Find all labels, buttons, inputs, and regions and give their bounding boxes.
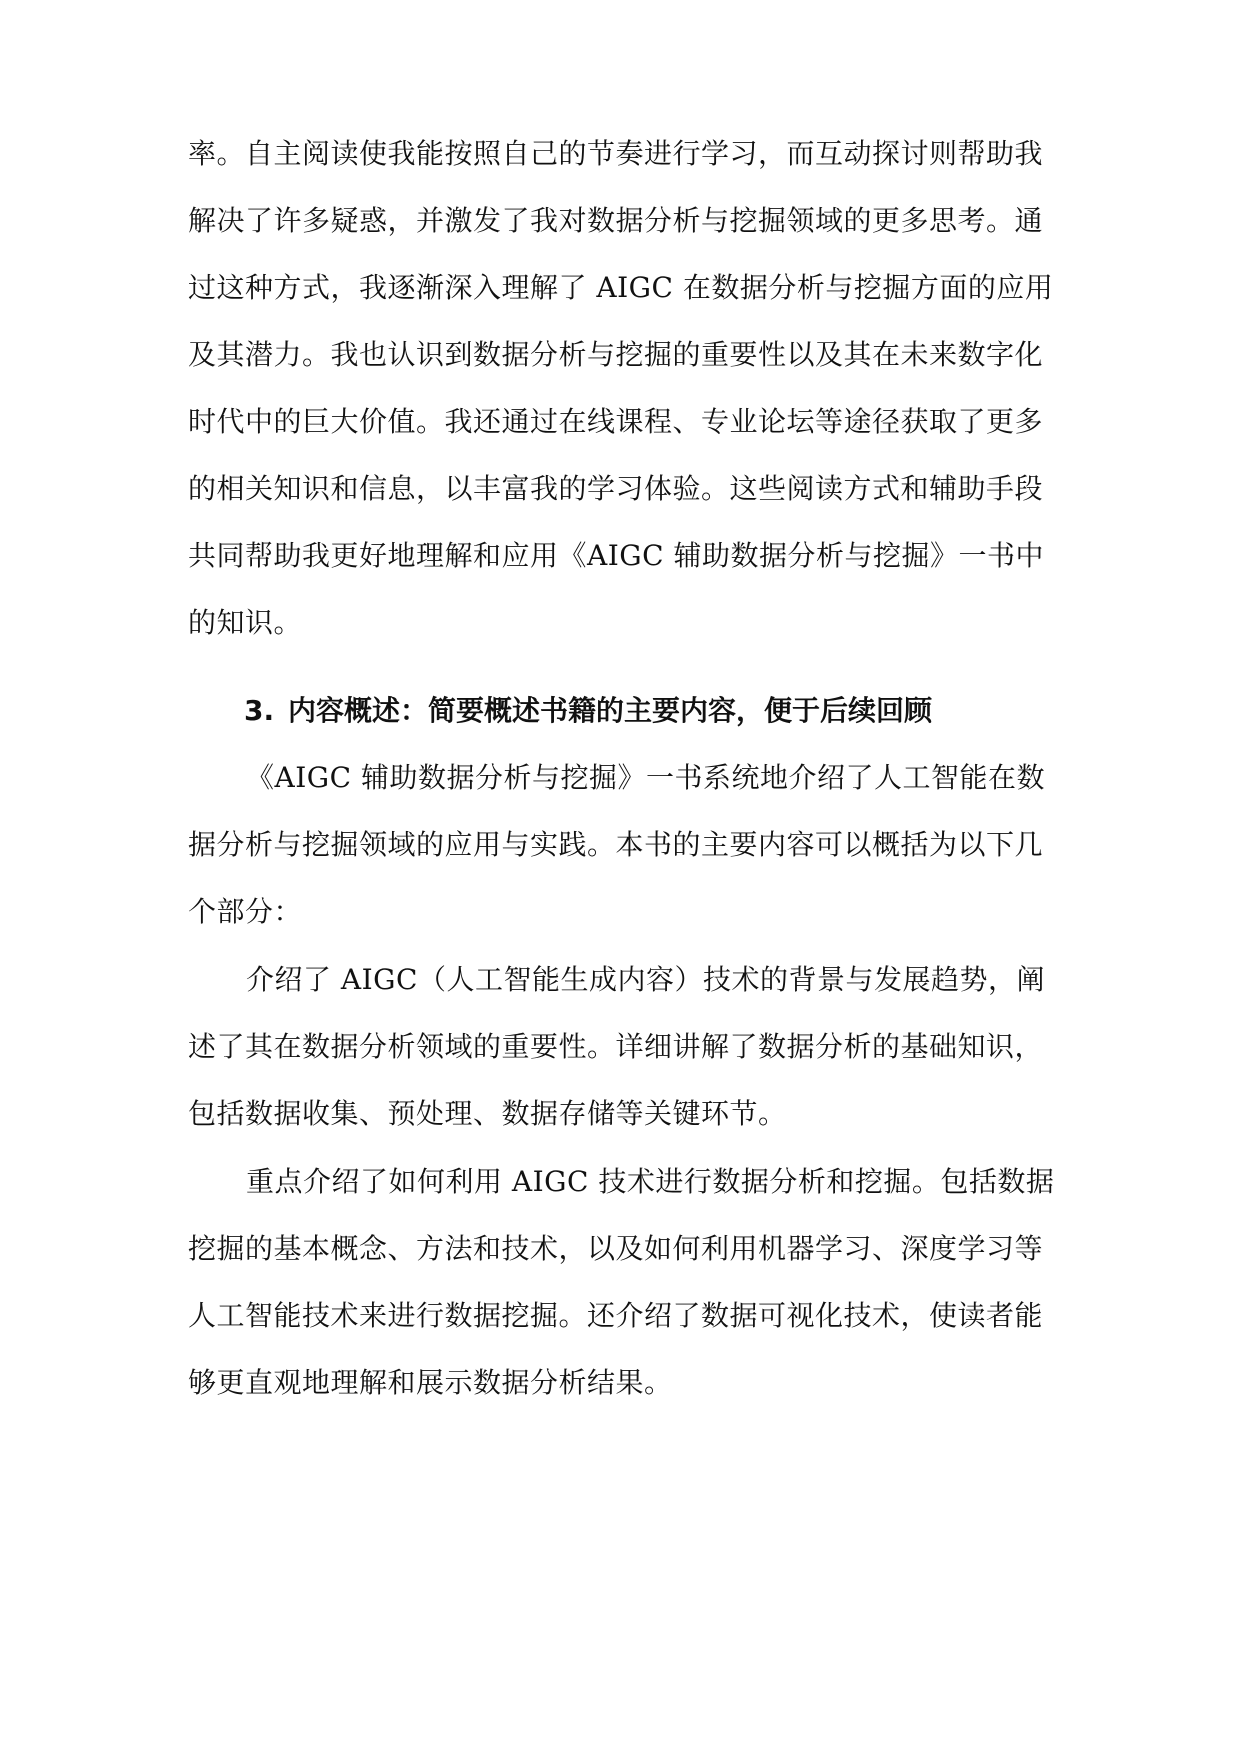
paragraph-1-line-4: 及其潜力。我也认识到数据分析与挖掘的重要性以及其在未来数字化	[188, 338, 1044, 371]
paragraph-4-line-4: 够更直观地理解和展示数据分析结果。	[188, 1366, 673, 1399]
paragraph-2-line-1: 《AIGC 辅助数据分析与挖掘》一书系统地介绍了人工智能在数	[246, 761, 1045, 794]
paragraph-1-line-3: 过这种方式，我逐渐深入理解了 AIGC 在数据分析与挖掘方面的应用	[188, 271, 1054, 304]
paragraph-3-line-1: 介绍了 AIGC（人工智能生成内容）技术的背景与发展趋势，阐	[246, 963, 1045, 996]
paragraph-3-line-2: 述了其在数据分析领域的重要性。详细讲解了数据分析的基础知识，	[188, 1030, 1044, 1063]
paragraph-1-line-2: 解决了许多疑惑，并激发了我对数据分析与挖掘领域的更多思考。通	[188, 204, 1044, 237]
section-heading	[244, 691, 1064, 731]
paragraph-1-line-7: 共同帮助我更好地理解和应用《AIGC 辅助数据分析与挖掘》一书中	[188, 539, 1044, 572]
section-heading-number: 3.	[244, 694, 275, 727]
paragraph-2-line-3: 个部分：	[188, 895, 303, 928]
paragraph-4-line-1: 重点介绍了如何利用 AIGC 技术进行数据分析和挖掘。包括数据	[246, 1165, 1055, 1198]
paragraph-2-line-2: 据分析与挖掘领域的应用与实践。本书的主要内容可以概括为以下几	[188, 828, 1044, 861]
paragraph-1-line-8: 的知识。	[188, 606, 303, 639]
paragraph-4-line-3: 人工智能技术来进行数据挖掘。还介绍了数据可视化技术，使读者能	[188, 1299, 1044, 1332]
paragraph-1-line-5: 时代中的巨大价值。我还通过在线课程、专业论坛等途径获取了更多	[188, 405, 1044, 438]
paragraph-3-line-3: 包括数据收集、预处理、数据存储等关键环节。	[188, 1097, 787, 1130]
section-heading-text: 内容概述：简要概述书籍的主要内容，便于后续回顾	[288, 694, 933, 727]
paragraph-1-line-1: 率。自主阅读使我能按照自己的节奏进行学习，而互动探讨则帮助我	[188, 137, 1044, 170]
paragraph-1-line-6: 的相关知识和信息，以丰富我的学习体验。这些阅读方式和辅助手段	[188, 472, 1044, 505]
paragraph-4-line-2: 挖掘的基本概念、方法和技术，以及如何利用机器学习、深度学习等	[188, 1232, 1044, 1265]
